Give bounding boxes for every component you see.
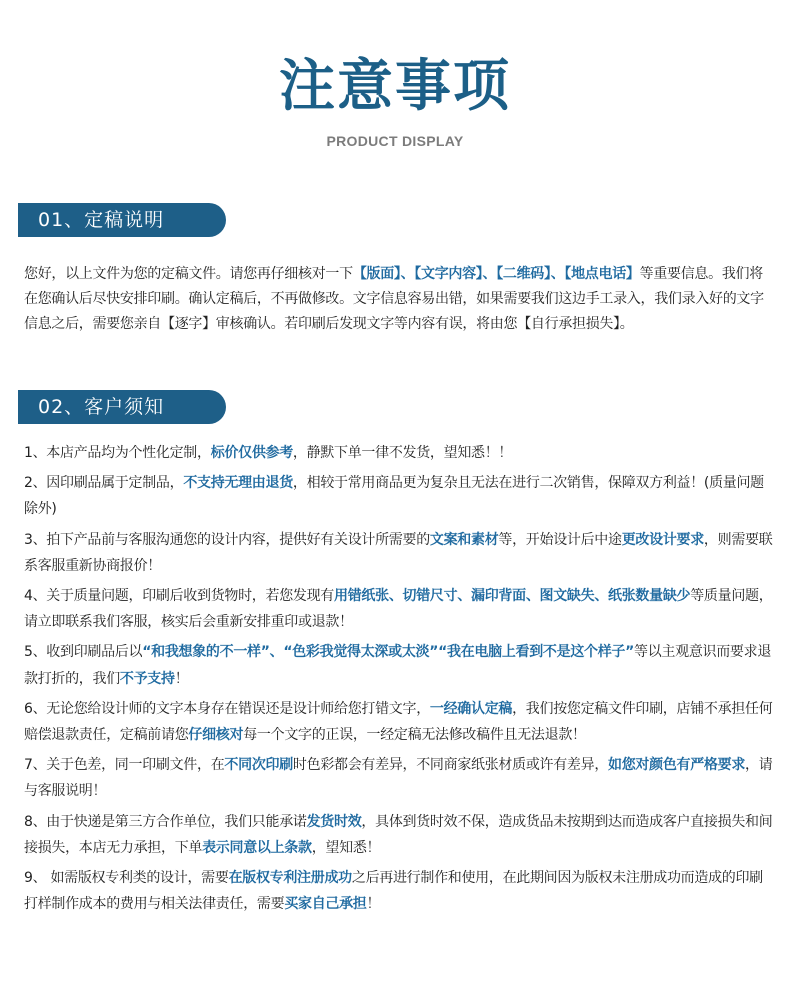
notice-item: [24, 865, 776, 917]
notice-item: [24, 696, 776, 748]
text-run: 7、关于色差，同一印刷文件，在: [24, 757, 225, 774]
highlighted-text: 不同次印刷: [224, 757, 293, 774]
text-run: 每一个文字的正误，一经定稿无法修改稿件且无法退款！: [243, 727, 586, 744]
highlighted-text: 表示同意以上条款: [202, 839, 312, 856]
text-run: 3、拍下产品前与客服沟通您的设计内容，提供好有关设计所需要的: [24, 531, 430, 548]
text-run: ，相较于常用商品更为复杂且无法在进行二次销售，保障双方利益！(质量问题除外): [24, 475, 764, 518]
highlighted-text: 【版面】、【文字内容】、【二维码】、【地点电话】: [352, 266, 640, 282]
text-run: 等以主观意识而要求退款打折的，我们: [24, 644, 772, 687]
text-run: ，静默下单一律不发货，望知悉！！: [292, 445, 513, 461]
text-run: 等质量问题，请立即联系我们客服，核实后会重新安排重印或退款！: [24, 588, 773, 631]
text-run: 等，开始设计后中途: [498, 531, 622, 548]
text-run: 您好，以上文件为您的定稿文件。请您再仔细核对一下: [24, 266, 353, 282]
text-run: ，望知悉！: [311, 839, 381, 856]
text-run: 之后再进行制作和使用，在此期间因为版权未注册成功而造成的印刷打样制作成本的费用与相关法律责任，需要: [24, 870, 763, 913]
highlighted-text: 不支持无理由退货: [183, 475, 293, 492]
text-run: ！: [366, 896, 381, 913]
highlighted-text: 不予支持: [119, 670, 175, 687]
text-run: ，具体到货时效不保，造成货品未按期到达而造成客户直接损失和间接损失，本店无力承担，下单: [24, 813, 773, 856]
highlighted-text: 更改设计要求: [621, 531, 704, 548]
notice-item: [24, 470, 776, 522]
notice-item: [24, 583, 776, 635]
text-run: 等重要信息。我们将在您确认后尽快安排印刷。确认定稿后，不再做修改。文字信息容易出错，如果需要我们这边手工录入，我们录入好的文字信息之后，需要您亲自【逐字】审核确认。若印刷后发现文字等内容有误，将由您【自行承担损失】。: [24, 266, 764, 332]
text-run: 6、无论您给设计师的文字本身存在错误还是设计师给您打错文字，: [24, 700, 430, 717]
text-run: ，我们按您定稿文件印刷，店铺不承担任何赔偿退款责任，定稿前请您: [24, 700, 773, 744]
highlighted-text: 标价仅供参考: [210, 445, 293, 461]
text-run: 时色彩都会有差异，不同商家纸张材质或许有差异，: [292, 757, 609, 774]
text-run: 8、由于快递是第三方合作单位，我们只能承诺: [24, 813, 307, 830]
highlighted-text: 如您对颜色有严格要求: [608, 757, 746, 774]
highlighted-text: 发货时效: [306, 813, 362, 830]
highlighted-text: 用错纸张、切错尺寸、漏印背面、图文缺失、纸张数量缺少: [334, 588, 691, 605]
notice-item: [24, 527, 776, 579]
highlighted-text: 在版权专利注册成功: [228, 870, 352, 887]
customer-notice-list: [24, 440, 776, 921]
highlighted-text: 一经确认定稿: [429, 700, 513, 717]
text-run: 1、本店产品均为个性化定制，: [24, 445, 211, 461]
notice-item: [24, 639, 776, 691]
page-subtitle: PRODUCT DISPLAY: [326, 133, 464, 149]
notice-item: [24, 440, 776, 466]
text-run: 9、 如需版权专利类的设计，需要: [24, 870, 229, 887]
section-heading-customer-notice: 02、客户须知: [18, 390, 226, 424]
notice-item: [24, 752, 776, 804]
notice-item: [24, 809, 776, 861]
finalization-paragraph: [24, 262, 776, 337]
highlighted-text: “和我想象的不一样”、“色彩我觉得太深或太淡”“我在电脑上看到不是这个样子”: [142, 644, 635, 661]
section-heading-finalization: 01、定稿说明: [18, 203, 226, 237]
highlighted-text: 文案和素材: [429, 531, 499, 548]
text-run: 5、收到印刷品后以: [24, 644, 143, 661]
text-run: 2、因印刷品属于定制品，: [24, 475, 184, 492]
highlighted-text: 仔细核对: [188, 727, 244, 744]
page-title: 注意事项: [279, 54, 511, 119]
finalization-notice: [24, 262, 776, 337]
highlighted-text: 买家自己承担: [284, 896, 367, 913]
text-run: 4、关于质量问题，印刷后收到货物时，若您发现有: [24, 588, 335, 605]
text-run: ，请与客服说明！: [24, 757, 773, 800]
text-run: ！: [174, 670, 189, 687]
text-run: ，则需要联系客服重新协商报价！: [24, 531, 773, 574]
